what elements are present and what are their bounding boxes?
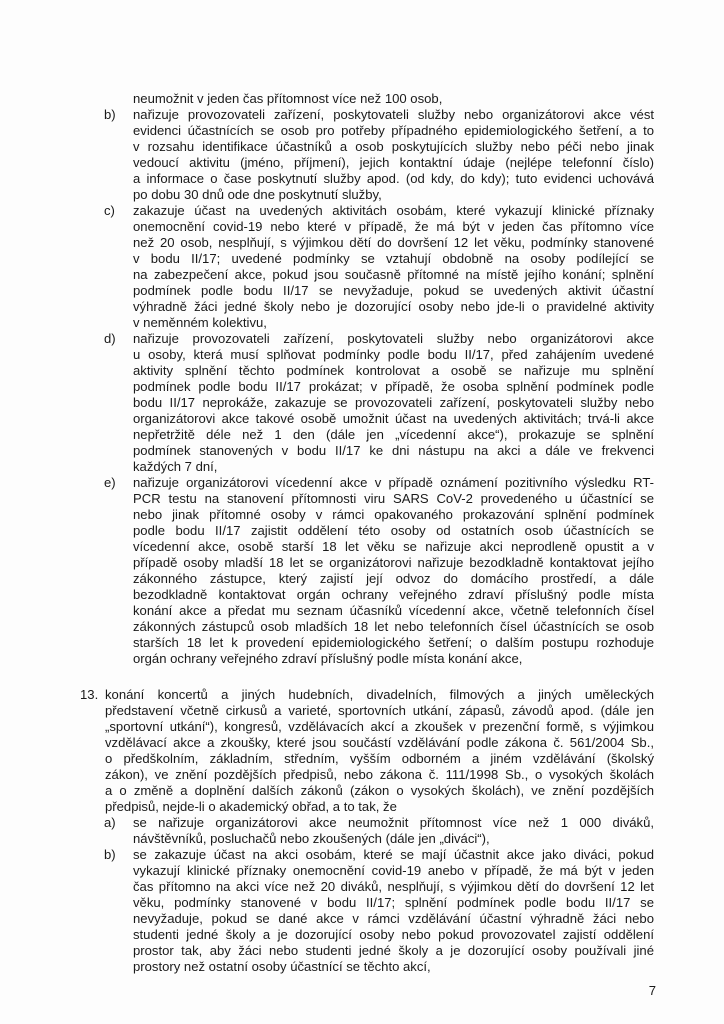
list-item-line: než 20 osob, nesplňují, s výjimkou dětí do dovršení 12 let věku, podmínky stanovené bbox=[133, 235, 654, 250]
list-item-line: vícedenní akce, osobě starší 18 let věku se nařizuje akci neprodleně opustit a v bbox=[133, 539, 654, 554]
list-marker: e) bbox=[104, 475, 116, 490]
list-item-line: aktivity splnění těchto podmínek kontrolovat a osobě se nařizuje mu splnění bbox=[133, 363, 654, 378]
list-item-line: v bodu II/17; uvedené podmínky se vztahují obdobně na osoby podílející se bbox=[133, 251, 654, 266]
list-item-line: nařizuje organizátorovi vícedenní akce v případě oznámení pozitivního výsledku RT- bbox=[133, 475, 654, 490]
list-item-line: vedoucí aktivitu (jméno, příjmení), jejich kontaktní údaje (nejlépe telefonní číslo) bbox=[133, 155, 654, 170]
list-item-line: studenti jedné školy a je dozorující osoby nebo pokud provozovatel zajistí oddělení bbox=[133, 927, 654, 942]
paragraph-line: zákon), ve znění pozdějších předpisů, nebo zákona č. 111/1998 Sb., o vysokých školách bbox=[105, 767, 654, 782]
list-item-line: nevyžaduje, pokud se dané akce v rámci vzdělávání účastní výhradně žáci nebo bbox=[133, 911, 654, 926]
list-marker: d) bbox=[104, 331, 116, 346]
list-item-line: podmínek podle bodu II/17 prokázat; v případě, že osoba splnění podmínek podle bbox=[133, 379, 654, 394]
list-item-line: případě osoby mladší 18 let se organizátorovi nařizuje bezodkladně kontaktovat jejího bbox=[133, 555, 654, 570]
list-item-line: zakazuje účast na uvedených aktivitách osobám, které vykazují klinické příznaky bbox=[133, 203, 654, 218]
list-marker: b) bbox=[104, 847, 116, 862]
list-item-line: nařizuje provozovateli zařízení, poskytovateli služby nebo organizátorovi akce vést bbox=[133, 107, 654, 122]
list-item-line: zákonných zástupců osob mladších 18 let nebo telefonních čísel účastnících se osob bbox=[133, 619, 654, 634]
list-item-line: prostor tak, aby žáci nebo studenti jedné školy a je dozorující osoby používali jiné bbox=[133, 943, 654, 958]
list-item-line: výhradně žáci jedné školy nebo je dozorující osoby nebo jde-li o pravidelné aktivity bbox=[133, 299, 654, 314]
paragraph-line: představení včetně cirkusů a varieté, sportovních utkání, zápasů, závodů apod. (dále jen bbox=[105, 703, 654, 718]
list-item-line: čas přítomno na akci více než 20 diváků, nesplňují, s výjimkou dětí do dovršení 12 let bbox=[133, 879, 654, 894]
list-item-line: vykazují klinické příznaky onemocnění covid-19 anebo v případě, že má být v jeden bbox=[133, 863, 654, 878]
list-item-line: konání akce a předat mu seznam účasníků vícedenní akce, včetně telefonních čísel bbox=[133, 603, 654, 618]
list-item-line: zákonného zástupce, který zajistí její odvoz do domácího prostředí, a dále bbox=[133, 571, 654, 586]
list-item-line: organizátorovi akce takové osobě umožnit účast na uvedených aktivitách; trvá-li akce bbox=[133, 411, 654, 426]
list-item-line: nařizuje provozovateli zařízení, poskytovateli služby nebo organizátorovi akce bbox=[133, 331, 654, 346]
list-item-line: po dobu 30 dnů ode dne poskytnutí služby, bbox=[133, 187, 382, 202]
list-item-line: nebo jinak přítomné osoby v rámci opakovaného prokazování splnění podmínek bbox=[133, 507, 654, 522]
list-item-line: u osoby, která musí splňovat podmínky podle bodu II/17, před zahájením uvedené bbox=[133, 347, 654, 362]
list-item-line: starších 18 let k provedení epidemiologického šetření; o dalším postupu rozhoduje bbox=[133, 635, 654, 650]
list-item-line: PCR testu na stanovení přítomnosti viru SARS CoV-2 provedeného u účastnící se bbox=[133, 491, 654, 506]
list-item-line: podmínek stanovených v bodu II/17 ke dni nástupu na akci a dále ve frekvenci bbox=[133, 443, 654, 458]
list-item-line: v rozsahu identifikace účastníků a osob poskytujících služby nebo péči nebo jinak bbox=[133, 139, 654, 154]
list-item-line: evidenci účastnících se osob pro potřeby případného epidemiologického šetření, a to bbox=[133, 123, 654, 138]
list-marker: a) bbox=[104, 815, 116, 830]
list-item-line: v neměnném kolektivu, bbox=[133, 315, 267, 330]
list-item-line: bodu II/17 neprokáže, zakazuje se provozovateli zařízení, poskytovateli služby nebo bbox=[133, 395, 654, 410]
list-marker: b) bbox=[104, 107, 116, 122]
list-item-line: onemocnění covid-19 nebo které v případě, že má být v jeden čas přítomno více bbox=[133, 219, 654, 234]
list-item-line: se zakazuje účast na akci osobám, které se mají účastnit akce jako diváci, pokud bbox=[133, 847, 654, 862]
list-item-line: na zabezpečení akce, pokud jsou současně přítomné na místě jejího konání; splnění bbox=[133, 267, 654, 282]
paragraph-line: a o změně a doplnění dalších zákonů (zákon o vysokých školách), ve znění pozdějších bbox=[105, 783, 654, 798]
paragraph-line: o předškolním, základním, středním, vyšším odborném a jiném vzdělávání (školský bbox=[105, 751, 654, 766]
list-item-line: návštěvníků, posluchačů nebo zkoušených (dále jen „diváci“), bbox=[133, 831, 490, 846]
list-item-line: a informace o čase poskytnutí služby apod. (od kdy, do kdy); tuto evidenci uchovává bbox=[133, 171, 654, 186]
paragraph-line: předpisů, nejde-li o akademický obřad, a to tak, že bbox=[105, 799, 397, 814]
list-item-line: každých 7 dní, bbox=[133, 459, 218, 474]
point-number: 13. bbox=[80, 687, 99, 702]
list-item-line: orgán ochrany veřejného zdraví příslušný podle místa konání akce, bbox=[133, 651, 523, 666]
list-item-line: věku, podmínky stanovené v bodu II/17; splnění podmínek podle bodu II/17 se bbox=[133, 895, 654, 910]
list-item-line: se nařizuje organizátorovi akce neumožnit přítomnost více než 1 000 diváků, bbox=[133, 815, 654, 830]
paragraph-line: konání koncertů a jiných hudebních, divadelních, filmových a jiných uměleckých bbox=[105, 687, 654, 702]
list-item-line: podle bodu II/17 zajistit oddělení této osoby od ostatních osob účastnících se bbox=[133, 523, 654, 538]
paragraph-line: neumožnit v jeden čas přítomnost více než 100 osob, bbox=[133, 91, 443, 106]
list-marker: c) bbox=[104, 203, 115, 218]
paragraph-line: „sportovní utkání“), kongresů, vzdělávacích akcí a zkoušek v prezenční formě, s výjimkou bbox=[105, 719, 654, 734]
list-item-line: prostory než ostatní osoby účastnící se těchto akcí, bbox=[133, 959, 431, 974]
list-item-line: podmínek podle bodu II/17 se nevyžaduje, pokud se uvedených aktivit účastní bbox=[133, 283, 654, 298]
paragraph-line: vzdělávací akce a zkoušky, které jsou součástí vzdělávání podle zákona č. 561/2004 Sb., bbox=[105, 735, 654, 750]
list-item-line: nepřetržitě déle než 1 den (dále jen „vícedenní akce“), prokazuje se splnění bbox=[133, 427, 654, 442]
page-number: 7 bbox=[648, 983, 656, 998]
list-item-line: bezodkladně kontaktovat orgán ochrany veřejného zdraví příslušný podle místa bbox=[133, 587, 654, 602]
